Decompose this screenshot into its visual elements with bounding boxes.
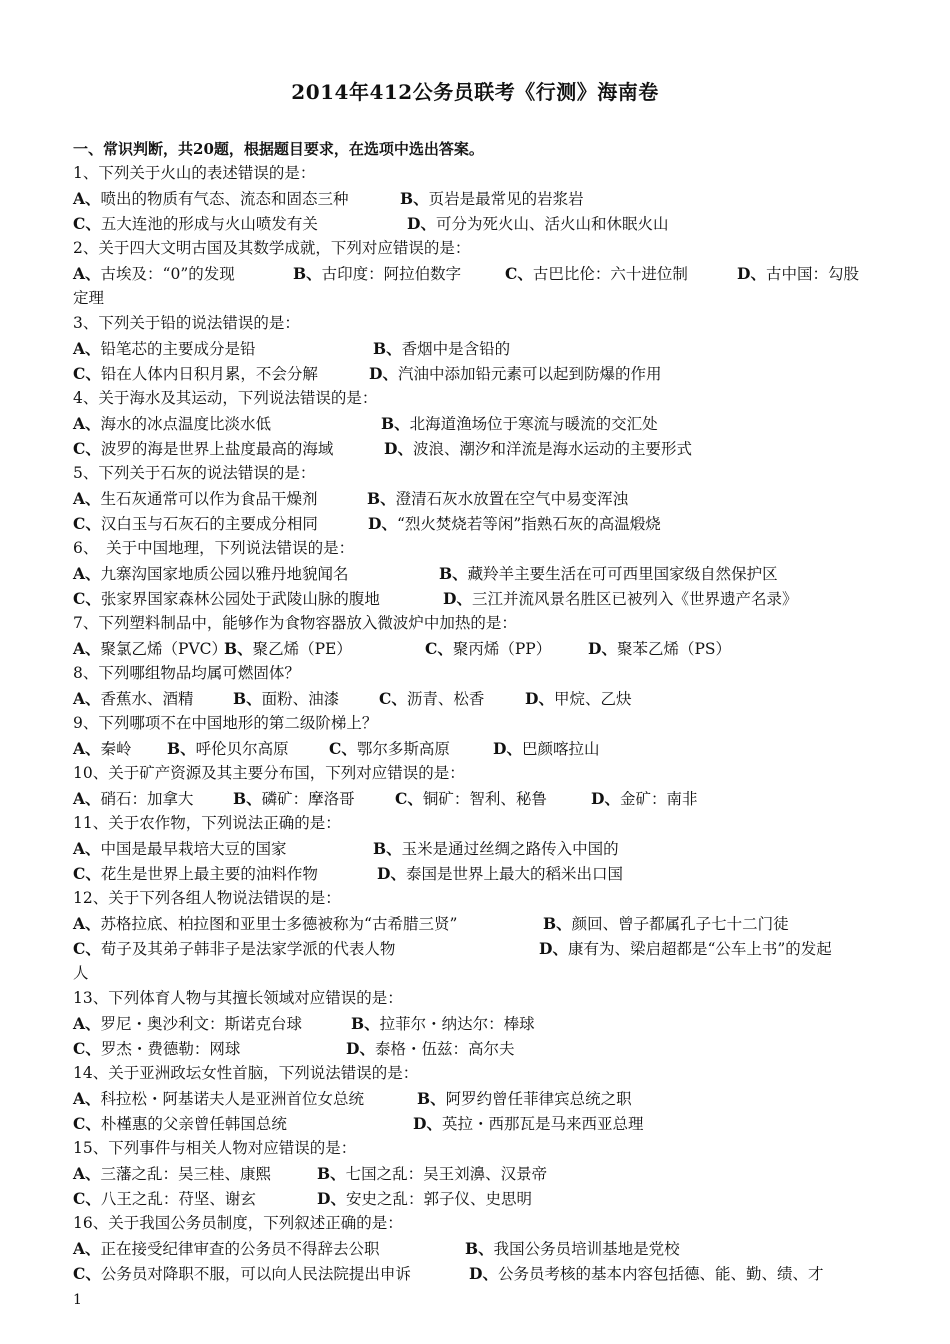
option-letter: A、	[73, 1089, 101, 1108]
question-stem	[73, 236, 878, 261]
option-a	[73, 736, 132, 762]
option-row	[73, 1011, 878, 1036]
option-b	[233, 686, 339, 712]
option-row	[73, 561, 878, 586]
option-text: 鄂尔多斯高原	[356, 740, 450, 758]
option-letter: B、	[224, 639, 253, 658]
option-c	[73, 586, 380, 612]
option-letter: D、	[317, 1189, 346, 1208]
option-letter: B、	[233, 789, 262, 808]
option-text: 七国之乱：吴王刘濞、汉景帝	[345, 1165, 548, 1183]
option-letter: C、	[73, 1264, 101, 1283]
question-text: 14、关于亚洲政坛女性首脑，下列说法错误的是：	[73, 1064, 419, 1082]
option-d	[539, 936, 832, 962]
option-letter: C、	[73, 939, 101, 958]
option-text: 聚苯乙烯（PS）	[616, 640, 732, 658]
option-row	[73, 861, 878, 886]
option-b	[439, 561, 778, 587]
question-text: 16、关于我国公务员制度，下列叙述正确的是：	[73, 1214, 403, 1232]
question-stem	[73, 1136, 878, 1161]
option-c	[73, 936, 395, 962]
page-number: 1	[73, 1292, 82, 1308]
option-b	[224, 636, 352, 662]
option-letter: A、	[73, 339, 101, 358]
option-b	[367, 486, 628, 512]
option-text: 九寨沟国家地质公园以雅丹地貌闻名	[100, 565, 349, 583]
option-text: 聚丙烯（PP）	[452, 640, 552, 658]
option-text: 秦岭	[100, 740, 132, 758]
option-row	[73, 361, 878, 386]
continuation-text: 人	[73, 964, 89, 982]
question-text: 9、下列哪项不在中国地形的第二级阶梯上？	[73, 714, 378, 732]
question-text: 13、下列体育人物与其擅长领域对应错误的是：	[73, 989, 403, 1007]
option-c	[73, 511, 318, 537]
option-letter: C、	[395, 789, 423, 808]
option-row	[73, 261, 878, 286]
option-continuation	[73, 286, 878, 311]
question-stem	[73, 611, 878, 636]
option-text: 汽油中添加铅元素可以起到防爆的作用	[397, 365, 662, 383]
question-stem	[73, 311, 878, 336]
option-text: 三藩之乱：吴三桂、康熙	[100, 1165, 272, 1183]
option-row	[73, 336, 878, 361]
option-a	[73, 561, 349, 587]
option-text: 铜矿：智利、秘鲁	[422, 790, 547, 808]
option-text: 阿罗约曾任菲律宾总统之职	[445, 1090, 632, 1108]
option-c	[73, 436, 333, 462]
option-c	[379, 686, 484, 712]
option-d	[525, 686, 631, 712]
option-letter: B、	[400, 189, 429, 208]
option-a	[73, 1236, 380, 1262]
option-row	[73, 1036, 878, 1061]
option-letter: D、	[368, 514, 397, 533]
option-letter: A、	[73, 914, 101, 933]
option-text: 罗杰・费德勒：网球	[100, 1040, 241, 1058]
option-c	[395, 786, 547, 812]
option-d	[369, 361, 661, 387]
option-row	[73, 411, 878, 436]
question-text: 5、下列关于石灰的说法错误的是：	[73, 464, 316, 482]
question-stem	[73, 1211, 878, 1236]
question-text: 10、关于矿产资源及其主要分布国，下列对应错误的是：	[73, 764, 465, 782]
option-letter: C、	[329, 739, 357, 758]
option-a	[73, 261, 235, 287]
option-text: 八王之乱：苻坚、谢玄	[100, 1190, 256, 1208]
option-letter: A、	[73, 839, 101, 858]
option-a	[73, 1161, 271, 1187]
option-text: 澄清石灰水放置在空气中易变浑浊	[395, 490, 629, 508]
option-text: 玉米是通过丝绸之路传入中国的	[401, 840, 619, 858]
option-letter: A、	[73, 1164, 101, 1183]
option-letter: A、	[73, 639, 101, 658]
option-text: 铅笔芯的主要成分是铅	[100, 340, 256, 358]
option-letter: C、	[379, 689, 407, 708]
option-letter: B、	[233, 689, 262, 708]
option-text: 罗尼・奥沙利文：斯诺克台球	[100, 1015, 303, 1033]
option-text: 北海道渔场位于寒流与暖流的交汇处	[409, 415, 658, 433]
question-stem	[73, 461, 878, 486]
option-a	[73, 1086, 364, 1112]
question-stem	[73, 536, 878, 561]
option-text: 荀子及其弟子韩非子是法家学派的代表人物	[100, 940, 396, 958]
question-text: 2、关于四大文明古国及其数学成就，下列对应错误的是：	[73, 239, 471, 257]
option-text: 古印度：阿拉伯数字	[321, 265, 462, 283]
option-text: 拉菲尔・纳达尔：棒球	[379, 1015, 535, 1033]
option-text: 我国公务员培训基地是党校	[493, 1240, 680, 1258]
option-letter: C、	[425, 639, 453, 658]
question-text: 15、下列事件与相关人物对应错误的是：	[73, 1139, 357, 1157]
option-letter: C、	[73, 1039, 101, 1058]
option-b	[167, 736, 289, 762]
question-text: 12、关于下列各组人物说法错误的是：	[73, 889, 341, 907]
option-c	[73, 211, 318, 237]
option-letter: B、	[293, 264, 322, 283]
option-letter: C、	[73, 214, 101, 233]
option-a	[73, 686, 194, 712]
option-text: 公务员考核的基本内容包括德、能、勤、绩、才	[497, 1265, 824, 1283]
option-c	[73, 361, 318, 387]
option-continuation	[73, 961, 878, 986]
option-text: 沥青、松香	[406, 690, 485, 708]
option-d	[493, 736, 599, 762]
option-text: 颜回、曾子都属孔子七十二门徒	[571, 915, 789, 933]
question-stem	[73, 386, 878, 411]
option-letter: C、	[73, 1114, 101, 1133]
option-letter: D、	[413, 1114, 442, 1133]
option-d	[591, 786, 697, 812]
option-d	[443, 586, 797, 612]
option-row	[73, 1111, 878, 1136]
option-text: 喷出的物质有气态、流态和固态三种	[100, 190, 349, 208]
option-text: 可分为死火山、活火山和休眠火山	[435, 215, 669, 233]
option-d	[407, 211, 668, 237]
option-letter: C、	[73, 514, 101, 533]
option-row	[73, 186, 878, 211]
option-row	[73, 586, 878, 611]
option-letter: A、	[73, 739, 101, 758]
question-text: 3、下列关于铅的说法错误的是：	[73, 314, 300, 332]
option-letter: A、	[73, 1014, 101, 1033]
option-letter: A、	[73, 189, 101, 208]
option-d	[368, 511, 661, 537]
option-text: 磷矿：摩洛哥	[261, 790, 355, 808]
option-text: 海水的冰点温度比淡水低	[100, 415, 272, 433]
option-c	[329, 736, 450, 762]
option-text: 香烟中是含铅的	[401, 340, 511, 358]
option-letter: C、	[73, 1189, 101, 1208]
option-text: 藏羚羊主要生活在可可西里国家级自然保护区	[467, 565, 778, 583]
continuation-text: 定理	[73, 289, 105, 307]
option-text: 朴槿惠的父亲曾任韩国总统	[100, 1115, 287, 1133]
question-stem	[73, 986, 878, 1011]
option-letter: B、	[439, 564, 468, 583]
question-text: 11、关于农作物，下列说法正确的是：	[73, 814, 341, 832]
section-heading: 一、常识判断，共20题，根据题目要求，在选项中选出答案。	[73, 140, 484, 158]
option-letter: C、	[73, 864, 101, 883]
option-letter: B、	[381, 414, 410, 433]
question-text: 7、下列塑料制品中，能够作为食物容器放入微波炉中加热的是：	[73, 614, 517, 632]
option-a	[73, 186, 349, 212]
option-letter: B、	[317, 1164, 346, 1183]
question-text: 8、下列哪组物品均属可燃固体？	[73, 664, 300, 682]
option-a	[73, 911, 457, 937]
option-c	[505, 261, 688, 287]
option-b	[373, 336, 510, 362]
question-list	[73, 161, 878, 1286]
option-letter: A、	[73, 789, 101, 808]
option-text: 汉白玉与石灰石的主要成分相同	[100, 515, 318, 533]
option-d	[346, 1036, 514, 1062]
question-stem	[73, 161, 878, 186]
option-row	[73, 1186, 878, 1211]
option-d	[384, 436, 692, 462]
option-d	[413, 1111, 643, 1137]
question-text: 4、关于海水及其运动，下列说法错误的是：	[73, 389, 378, 407]
option-row	[73, 1161, 878, 1186]
question-stem	[73, 811, 878, 836]
option-c	[73, 1186, 256, 1212]
option-c	[73, 1036, 240, 1062]
option-b	[417, 1086, 632, 1112]
option-text: 呼伦贝尔高原	[195, 740, 289, 758]
option-text: 公务员对降职不服，可以向人民法院提出申诉	[100, 1265, 411, 1283]
option-d	[737, 261, 859, 287]
option-text: 中国是最早栽培大豆的国家	[100, 840, 287, 858]
option-row	[73, 636, 878, 661]
option-row	[73, 911, 878, 936]
option-text: 正在接受纪律审查的公务员不得辞去公职	[100, 1240, 380, 1258]
option-d	[588, 636, 731, 662]
option-row	[73, 511, 878, 536]
question-text: 6、 关于中国地理，下列说法错误的是：	[73, 539, 355, 557]
option-text: 泰格・伍兹：高尔夫	[374, 1040, 515, 1058]
question-stem	[73, 711, 878, 736]
option-letter: D、	[407, 214, 436, 233]
option-text: 科拉松・阿基诺夫人是亚洲首位女总统	[100, 1090, 365, 1108]
option-letter: C、	[73, 364, 101, 383]
option-letter: D、	[588, 639, 617, 658]
option-letter: B、	[167, 739, 196, 758]
option-row	[73, 486, 878, 511]
option-d	[469, 1261, 823, 1287]
option-letter: D、	[469, 1264, 498, 1283]
option-text: 巴颜喀拉山	[521, 740, 600, 758]
question-stem	[73, 886, 878, 911]
option-c	[73, 1261, 411, 1287]
option-c	[73, 861, 318, 887]
option-text: 页岩是最常见的岩浆岩	[428, 190, 584, 208]
option-text: 波浪、潮汐和洋流是海水运动的主要形式	[412, 440, 692, 458]
option-a	[73, 836, 287, 862]
option-a	[73, 786, 194, 812]
option-letter: A、	[73, 264, 101, 283]
option-letter: A、	[73, 489, 101, 508]
option-text: 苏格拉底、柏拉图和亚里士多德被称为“古希腊三贤”	[100, 915, 458, 933]
option-row	[73, 1261, 878, 1286]
option-a	[73, 486, 318, 512]
option-letter: D、	[539, 939, 568, 958]
option-letter: B、	[543, 914, 572, 933]
option-b	[317, 1161, 547, 1187]
option-text: 甲烷、乙炔	[553, 690, 632, 708]
option-row	[73, 1236, 878, 1261]
option-text: 聚乙烯（PE）	[252, 640, 352, 658]
option-letter: D、	[493, 739, 522, 758]
option-letter: B、	[367, 489, 396, 508]
question-stem	[73, 761, 878, 786]
option-text: 香蕉水、酒精	[100, 690, 194, 708]
option-letter: B、	[465, 1239, 494, 1258]
option-letter: A、	[73, 1239, 101, 1258]
option-text: 面粉、油漆	[261, 690, 340, 708]
option-b	[293, 261, 461, 287]
option-text: 波罗的海是世界上盐度最高的海域	[100, 440, 334, 458]
option-text: 硝石：加拿大	[100, 790, 194, 808]
option-b	[381, 411, 658, 437]
option-d	[317, 1186, 532, 1212]
option-text: 生石灰通常可以作为食品干燥剂	[100, 490, 318, 508]
option-a	[73, 336, 256, 362]
option-letter: B、	[351, 1014, 380, 1033]
option-letter: B、	[373, 339, 402, 358]
option-letter: A、	[73, 689, 101, 708]
option-d	[377, 861, 623, 887]
option-row	[73, 786, 878, 811]
option-text: 古中国：勾股	[765, 265, 859, 283]
option-letter: C、	[73, 439, 101, 458]
option-b	[233, 786, 355, 812]
option-text: 安史之乱：郭子仪、史思明	[345, 1190, 532, 1208]
option-c	[425, 636, 551, 662]
option-letter: B、	[417, 1089, 446, 1108]
question-stem	[73, 661, 878, 686]
option-text: 花生是世界上最主要的油料作物	[100, 865, 318, 883]
option-row	[73, 736, 878, 761]
option-letter: D、	[443, 589, 472, 608]
option-text: 张家界国家森林公园处于武陵山脉的腹地	[100, 590, 380, 608]
option-text: “烈火焚烧若等闲”指熟石灰的高温煅烧	[396, 515, 661, 533]
option-text: 古巴比伦：六十进位制	[532, 265, 688, 283]
option-c	[73, 1111, 287, 1137]
option-letter: D、	[369, 364, 398, 383]
option-text: 泰国是世界上最大的稻米出口国	[405, 865, 623, 883]
option-text: 康有为、梁启超都是“公车上书”的发起	[567, 940, 832, 958]
document-title: 2014年412公务员联考《行测》海南卷	[291, 80, 659, 104]
option-b	[465, 1236, 680, 1262]
option-letter: B、	[373, 839, 402, 858]
option-row	[73, 936, 878, 961]
option-text: 五大连池的形成与火山喷发有关	[100, 215, 318, 233]
option-row	[73, 211, 878, 236]
option-row	[73, 686, 878, 711]
option-text: 三江并流风景名胜区已被列入《世界遗产名录》	[471, 590, 798, 608]
question-stem	[73, 1061, 878, 1086]
option-letter: C、	[73, 589, 101, 608]
option-a	[73, 411, 271, 437]
option-text: 古埃及：“0”的发现	[100, 265, 235, 283]
option-letter: D、	[384, 439, 413, 458]
option-text: 金矿：南非	[619, 790, 698, 808]
question-text: 1、下列关于火山的表述错误的是：	[73, 164, 316, 182]
option-row	[73, 1086, 878, 1111]
option-b	[400, 186, 584, 212]
option-b	[543, 911, 789, 937]
option-letter: D、	[737, 264, 766, 283]
option-letter: D、	[377, 864, 406, 883]
option-text: 聚氯乙烯（PVC）	[100, 640, 228, 658]
option-letter: D、	[525, 689, 554, 708]
option-letter: A、	[73, 414, 101, 433]
option-letter: D、	[591, 789, 620, 808]
option-letter: D、	[346, 1039, 375, 1058]
option-text: 铅在人体内日积月累，不会分解	[100, 365, 318, 383]
option-a	[73, 1011, 302, 1037]
option-b	[373, 836, 619, 862]
option-letter: A、	[73, 564, 101, 583]
option-text: 英拉・西那瓦是马来西亚总理	[441, 1115, 644, 1133]
option-row	[73, 836, 878, 861]
option-row	[73, 436, 878, 461]
option-b	[351, 1011, 535, 1037]
option-a	[73, 636, 227, 662]
option-letter: C、	[505, 264, 533, 283]
